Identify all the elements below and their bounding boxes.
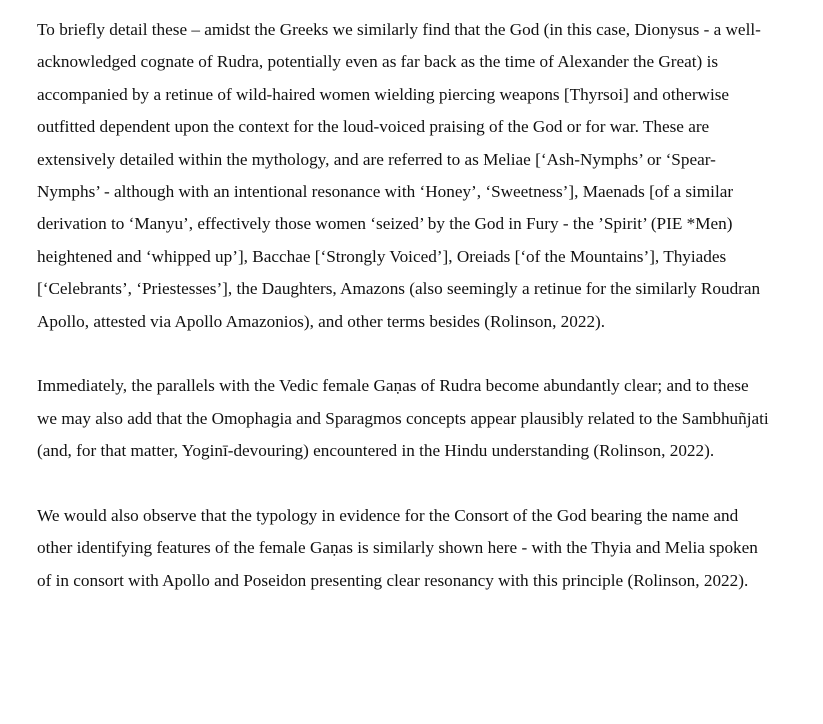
paragraph-greek-retinue: To briefly detail these – amidst the Greeks we similarly find that the God (in this case, Dionysus - a well-acknowledged cognate of Rudra, potentially even as far back as the time of Alexander the Great) is accompanied by a retinue of wild-haired women wielding piercing weapons [Thyrsoi] and otherwise outfitted dependent upon the context for the loud-voiced praising of the God or for war. These are extensively detailed within the mythology, and are referred to as Meliae [‘Ash-Nymphs’ or ‘Spear-Nymphs’ - although with an intentional resonance with ‘Honey’, ‘Sweetness’], Maenads [of a similar derivation to ‘Manyu’, effectively those women ‘seized’ by the God in Fury - the ’Spirit’ (PIE *Men) heightened and ‘whipped up’], Bacchae [‘Strongly Voiced’], Oreiads [‘of the Mountains’], Thyiades [‘Celebrants’, ‘Priestesses’], the Daughters, Amazons (also seemingly a retinue for the similarly Roudran Apollo, attested via Apollo Amazonios), and other terms besides (Rolinson, 2022). <box>37 20 761 331</box>
paragraph-consort-typology: We would also observe that the typology in evidence for the Consort of the God bearing the name and other identifying features of the female Gaṇas is similarly shown here - with the Thyia and Melia spoken of in consort with Apollo and Poseidon presenting clear resonancy with this principle (Rolinson, 2022). <box>37 506 758 590</box>
paragraph-vedic-parallels: Immediately, the parallels with the Vedic female Gaṇas of Rudra become abundantly clear; and to these we may also add that the Omophagia and Sparagmos concepts appear plausibly related to the Sambhuñjati (and, for that matter, Yoginī-devouring) encountered in the Hindu understanding (Rolinson, 2022). <box>37 376 769 461</box>
document-body <box>37 14 772 597</box>
